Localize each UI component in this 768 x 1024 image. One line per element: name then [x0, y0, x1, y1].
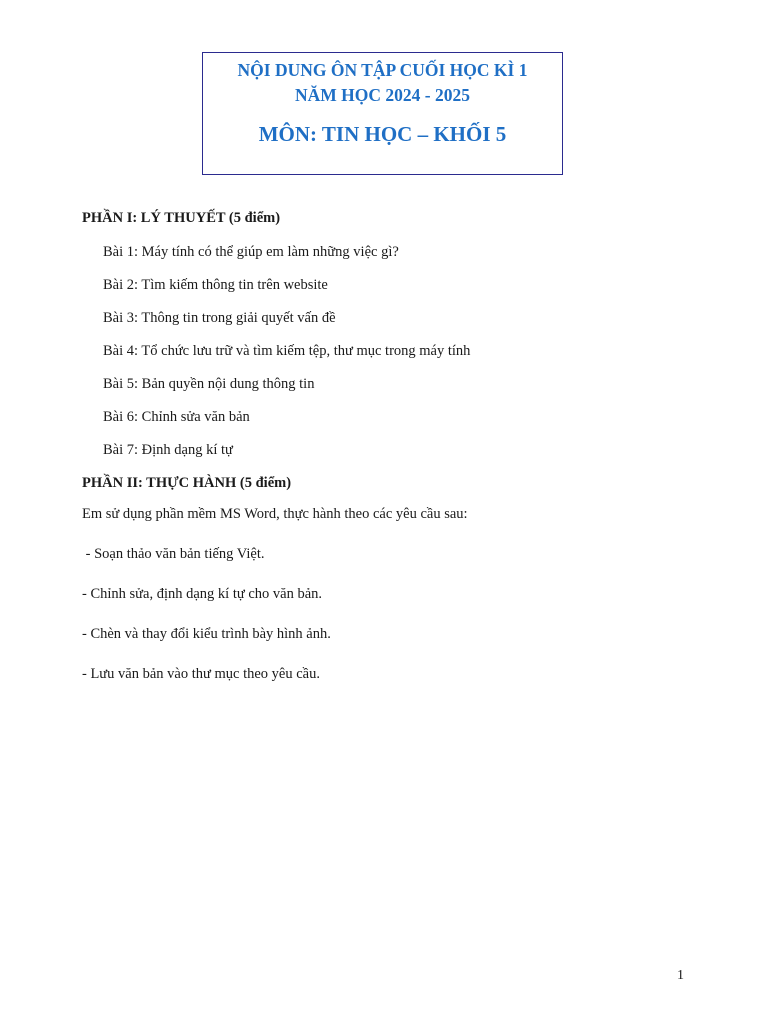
lesson-item: Bài 3: Thông tin trong giải quyết vấn đề [103, 310, 336, 326]
lesson-item: Bài 6: Chỉnh sửa văn bản [103, 409, 250, 425]
lesson-item: Bài 1: Máy tính có thể giúp em làm những việc gì? [103, 244, 399, 260]
subject-title: MÔN: TIN HỌC – KHỐI 5 [258, 122, 507, 146]
practice-task: - Lưu văn bản vào thư mục theo yêu cầu. [82, 666, 320, 682]
practice-task: - Soạn thảo văn bản tiếng Việt. [82, 546, 265, 562]
lesson-item: Bài 7: Định dạng kí tự [103, 442, 233, 458]
part1-heading: PHẦN I: LÝ THUYẾT (5 điểm) [82, 210, 281, 226]
document-title: NỘI DUNG ÔN TẬP CUỐI HỌC KÌ 1 [237, 60, 528, 80]
lesson-item: Bài 4: Tổ chức lưu trữ và tìm kiếm tệp, thư mục trong máy tính [103, 343, 471, 359]
title-box [202, 52, 563, 175]
practice-intro: Em sử dụng phần mềm MS Word, thực hành theo các yêu cầu sau: [82, 506, 468, 522]
school-year: NĂM HỌC 2024 - 2025 [295, 85, 470, 105]
lesson-item: Bài 2: Tìm kiếm thông tin trên website [103, 277, 328, 293]
lesson-item: Bài 5: Bản quyền nội dung thông tin [103, 376, 315, 392]
practice-task: - Chỉnh sửa, định dạng kí tự cho văn bản. [82, 586, 323, 602]
page-number: 1 [677, 968, 684, 983]
part2-heading: PHẦN II: THỰC HÀNH (5 điểm) [82, 475, 292, 491]
practice-task: - Chèn và thay đổi kiểu trình bày hình ảnh. [82, 626, 331, 642]
